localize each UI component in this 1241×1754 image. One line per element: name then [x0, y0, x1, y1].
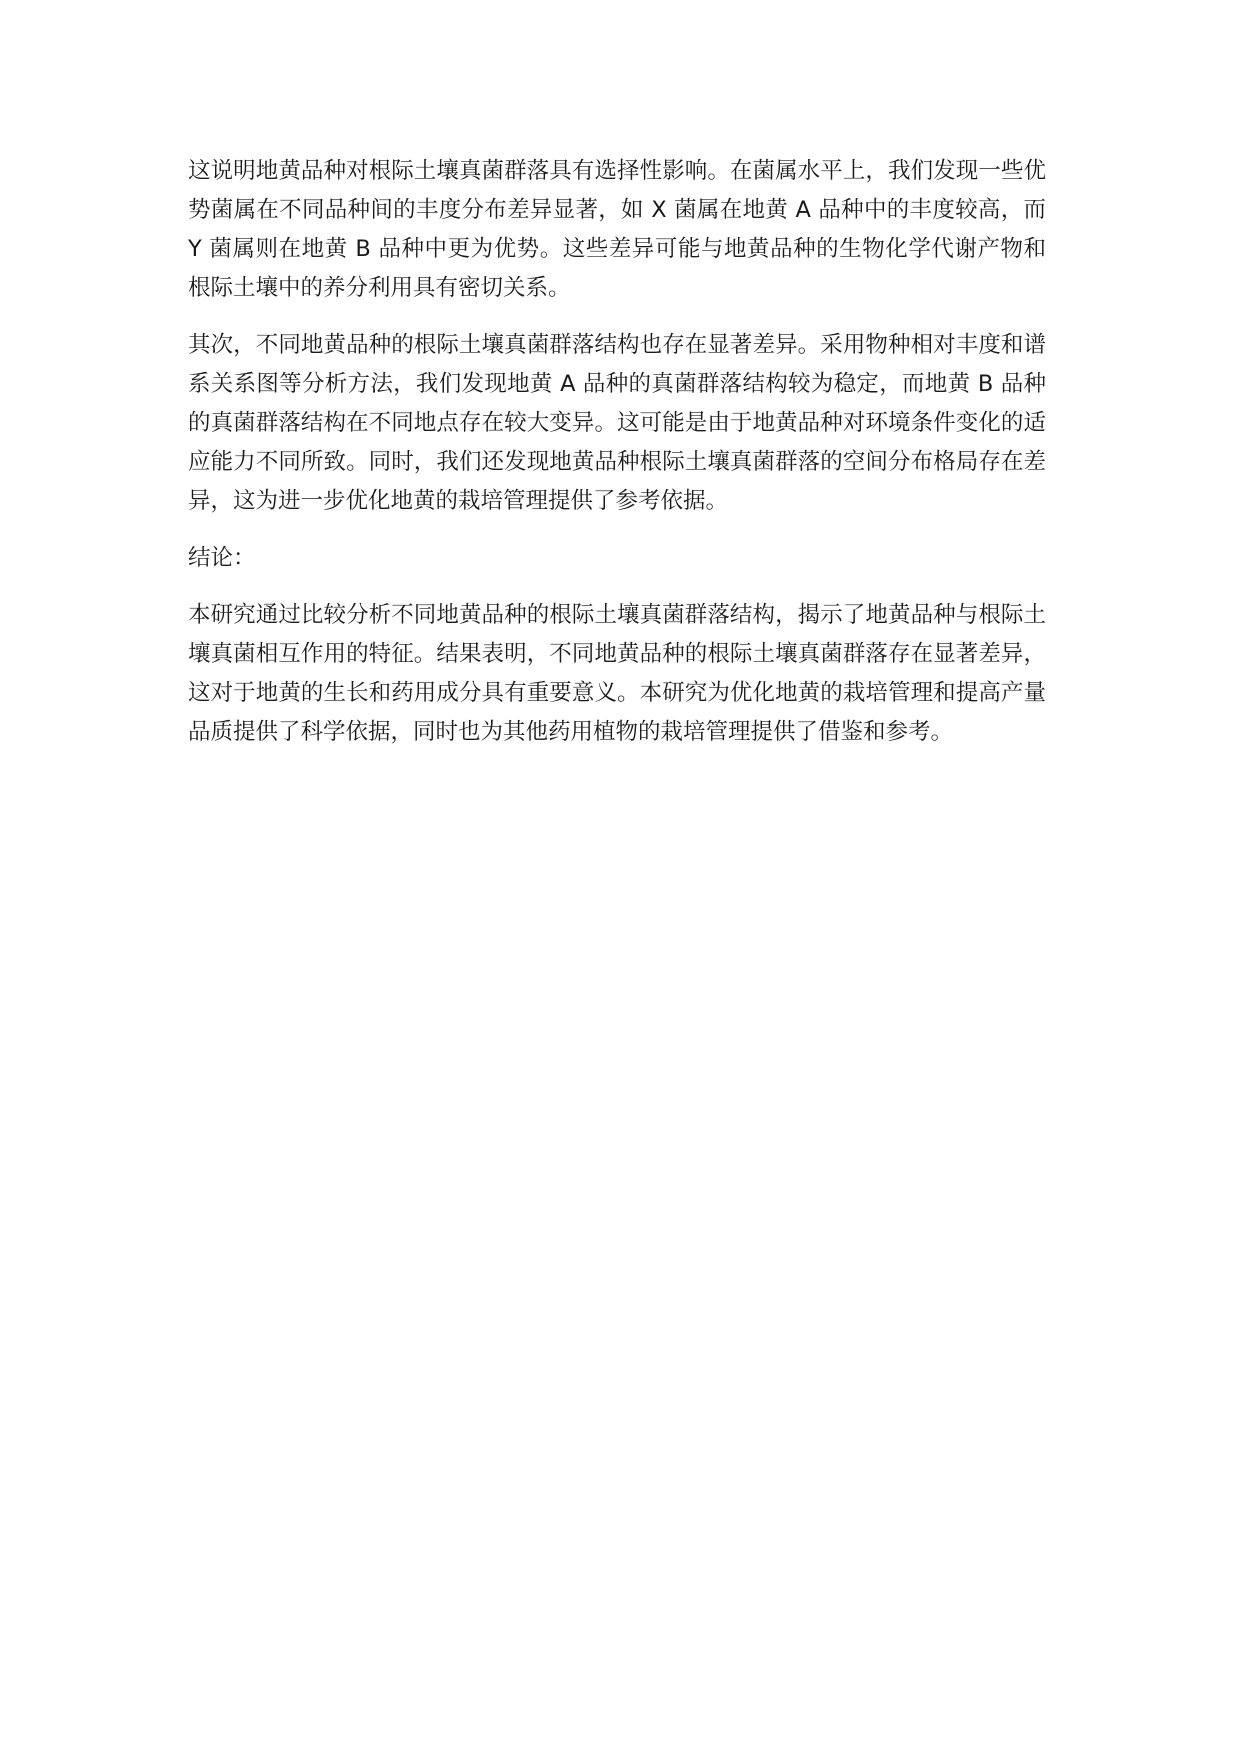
- paragraph-selective-influence: 这说明地黄品种对根际土壤真菌群落具有选择性影响。在菌属水平上，我们发现一些优势菌属在不同品种间的丰度分布差异显著，如 X 菌属在地黄 A 品种中的丰度较高，而 Y 菌属则在地黄 B 品种中更为优势。这些差异可能与地黄品种的生物化学代谢产物和根际土壤中的养分利用具有密切关系。: [188, 158, 1046, 301]
- conclusion-paragraph: 本研究通过比较分析不同地黄品种的根际土壤真菌群落结构，揭示了地黄品种与根际土壤真菌相互作用的特征。结果表明，不同地黄品种的根际土壤真菌群落存在显著差异，这对于地黄的生长和药用成分具有重要意义。本研究为优化地黄的栽培管理和提高产量品质提供了科学依据，同时也为其他药用植物的栽培管理提供了借鉴和参考。: [188, 602, 1046, 745]
- paragraph-community-structure: 其次，不同地黄品种的根际土壤真菌群落结构也存在显著差异。采用物种相对丰度和谱系关系图等分析方法，我们发现地黄 A 品种的真菌群落结构较为稳定，而地黄 B 品种的真菌群落结构在不同地点存在较大变异。这可能是由于地黄品种对环境条件变化的适应能力不同所致。同时，我们还发现地黄品种根际土壤真菌群落的空间分布格局存在差异，这为进一步优化地黄的栽培管理提供了参考依据。: [188, 332, 1046, 514]
- conclusion-heading: 结论：: [188, 545, 256, 571]
- document-body: [188, 152, 1046, 770]
